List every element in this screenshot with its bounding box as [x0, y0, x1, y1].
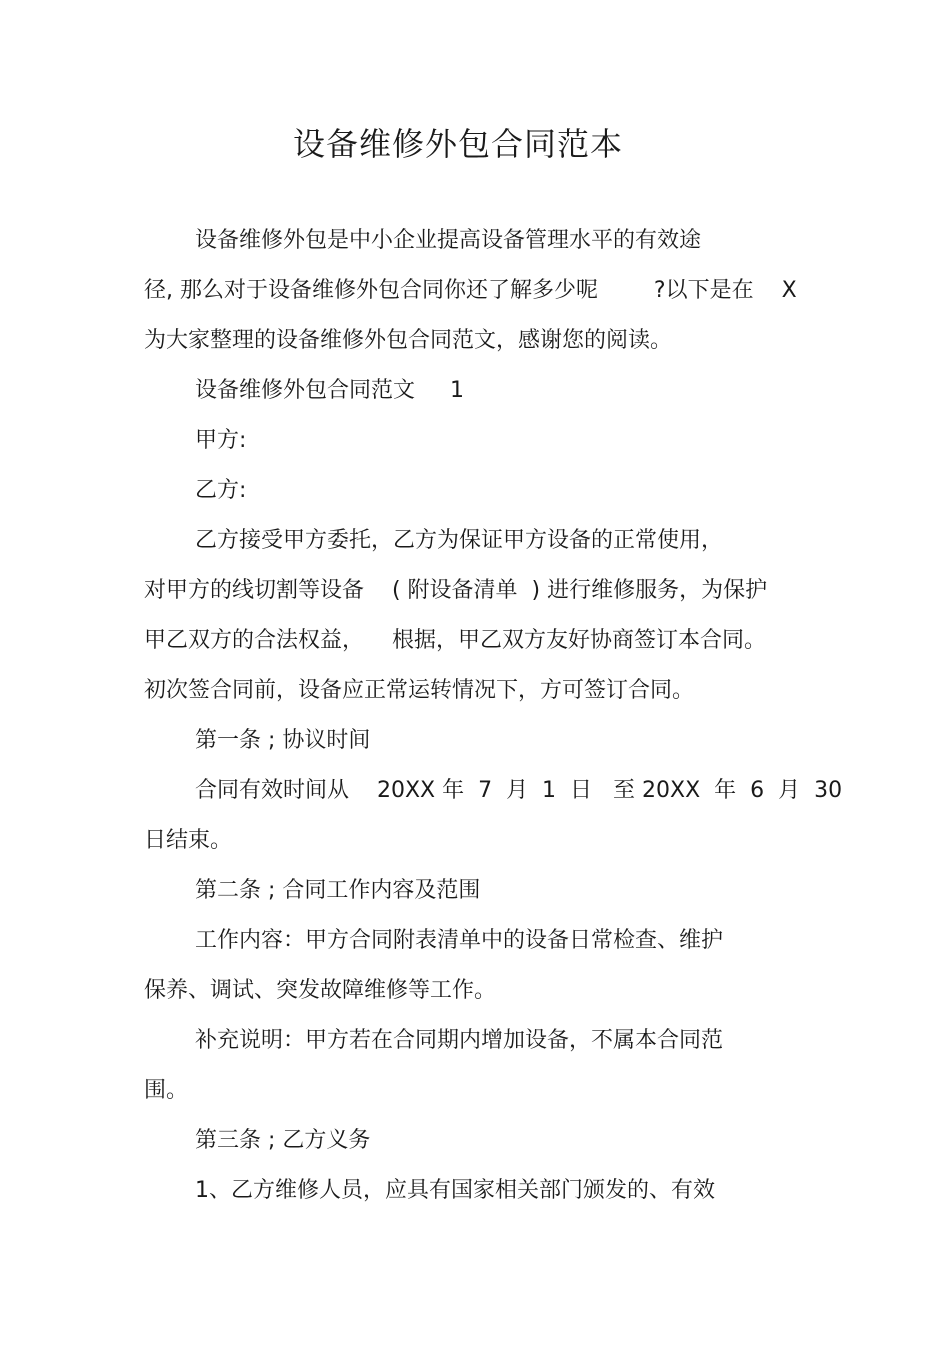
paragraph-line: 初次签合同前，设备应正常运转情况下，方可签订合同。 — [144, 678, 695, 703]
paragraph-line: 乙方接受甲方委托，乙方为保证甲方设备的正常使用， — [195, 528, 724, 553]
paragraph-line: 围。 — [144, 1078, 189, 1103]
paragraph-line: 日结束。 — [144, 828, 233, 853]
paragraph-line: 对甲方的线切割等设备 ( 附设备清单 ) 进行维修服务，为保护 — [144, 578, 768, 603]
paragraph-line: 工作内容：甲方合同附表清单中的设备日常检查、维护 — [195, 928, 724, 953]
paragraph-line: 设备维修外包合同范文 1 — [195, 378, 464, 403]
section-heading: 第一条 ; 协议时间 — [195, 728, 371, 753]
paragraph-line: 补充说明：甲方若在合同期内增加设备，不属本合同范 — [195, 1028, 724, 1053]
paragraph-line: 1、乙方维修人员，应具有国家相关部门颁发的、有效 — [195, 1178, 715, 1203]
section-heading: 第二条 ; 合同工作内容及范围 — [195, 878, 481, 903]
paragraph-line: 乙方: — [195, 478, 247, 503]
paragraph-line: 径, 那么对于设备维修外包合同你还了解多少呢 ?以下是在 X — [144, 278, 797, 303]
section-heading: 第三条 ; 乙方义务 — [195, 1128, 371, 1153]
paragraph-line: 为大家整理的设备维修外包合同范文，感谢您的阅读。 — [144, 328, 673, 353]
document-title: 设备维修外包合同范本 — [292, 125, 623, 163]
paragraph-line: 保养、调试、突发故障维修等工作。 — [144, 978, 497, 1003]
paragraph-line: 设备维修外包是中小企业提高设备管理水平的有效途 — [195, 228, 702, 253]
paragraph-line: 甲乙双方的合法权益， 根据，甲乙双方友好协商签订本合同。 — [144, 628, 766, 653]
paragraph-line: 合同有效时间从 20XX 年 7 月 1 日 至 20XX 年 6 月 30 — [195, 778, 843, 803]
paragraph-line: 甲方: — [195, 428, 247, 453]
